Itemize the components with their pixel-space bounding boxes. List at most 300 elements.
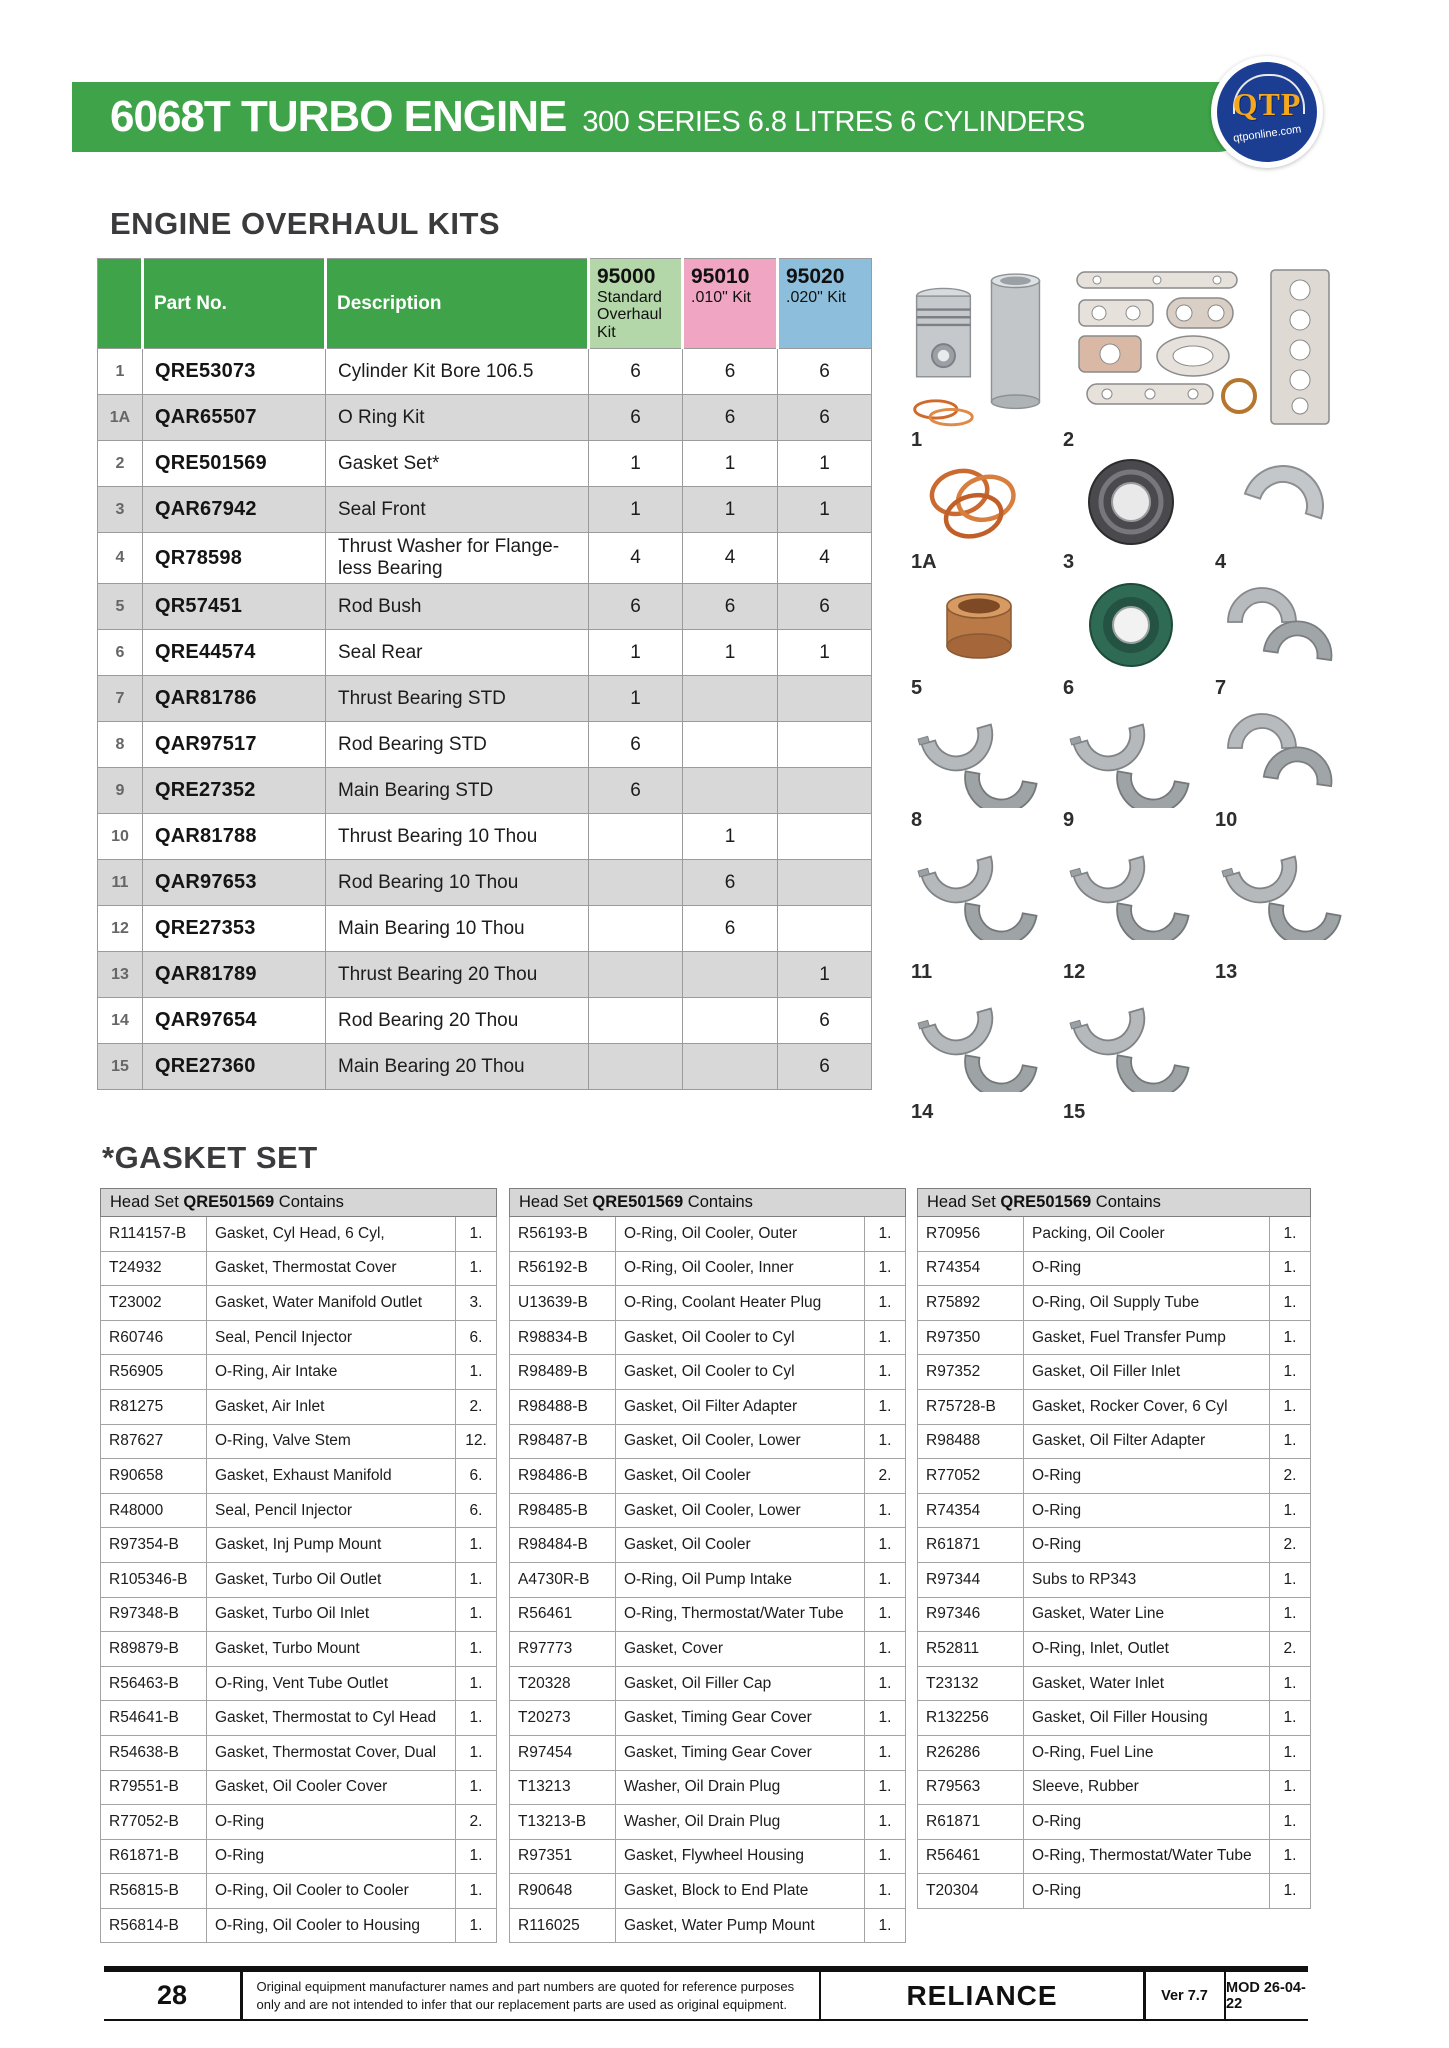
gasket-row (510, 1562, 906, 1597)
col-index-header (98, 259, 143, 349)
gasket-table-3 (917, 1188, 1311, 1909)
gasket-description: Gasket, Water Manifold Outlet (207, 1286, 456, 1321)
gasket-description: Gasket, Turbo Oil Inlet (207, 1597, 456, 1632)
gasket-qty: 1. (456, 1251, 497, 1286)
gasket-qty: 1. (865, 1770, 906, 1805)
gasket-description: Gasket, Cyl Head, 6 Cyl, (207, 1217, 456, 1252)
gasket-description: Gasket, Inj Pump Mount (207, 1528, 456, 1563)
gallery-row (903, 984, 1393, 1124)
gasket-qty: 2. (1270, 1632, 1311, 1667)
gasket-qty: 1. (865, 1389, 906, 1424)
overhaul-cell-desc: Gasket Set* (326, 441, 589, 487)
overhaul-cell-part: QAR67942 (143, 487, 326, 533)
overhaul-cell-qty (683, 768, 778, 814)
overhaul-cell-qty (589, 998, 683, 1044)
gasket-part-number: R116025 (510, 1908, 616, 1943)
gallery-row (903, 452, 1393, 574)
gasket-part-number: R75892 (918, 1286, 1024, 1321)
gasket-row (510, 1839, 906, 1874)
part-photo-8 (903, 700, 1055, 832)
gasket-qty: 1. (456, 1874, 497, 1909)
overhaul-cell-qty (589, 906, 683, 952)
gasket-row (101, 1424, 497, 1459)
gasket-row (918, 1217, 1311, 1252)
gasket-row (101, 1286, 497, 1321)
overhaul-cell-qty (589, 952, 683, 998)
overhaul-cell-no: 15 (98, 1044, 143, 1090)
header-prefix: Head Set (927, 1193, 1001, 1211)
overhaul-cell-no: 10 (98, 814, 143, 860)
overhaul-cell-qty: 6 (589, 584, 683, 630)
gasket-description: Gasket, Water Line (1024, 1597, 1270, 1632)
overhaul-cell-qty: 6 (589, 349, 683, 395)
gasket-part-number: R56193-B (510, 1217, 616, 1252)
gasket-row (918, 1459, 1311, 1494)
page-number: 28 (156, 1980, 188, 2010)
gasket-table-3-header (918, 1189, 1311, 1217)
gasket-row (101, 1666, 497, 1701)
col-desc-header: Description (326, 259, 589, 349)
overhaul-cell-no: 13 (98, 952, 143, 998)
part-photo-15 (1055, 984, 1207, 1124)
gasket-row (101, 1320, 497, 1355)
gasket-row (918, 1562, 1311, 1597)
part-photo-10 (1207, 700, 1359, 832)
header-suffix: Contains (274, 1193, 344, 1211)
gasket-row (918, 1666, 1311, 1701)
gasket-row (510, 1666, 906, 1701)
gasket-part-number: R98484-B (510, 1528, 616, 1563)
overhaul-cell-no: 7 (98, 676, 143, 722)
part-number-label: 10 (1215, 809, 1238, 831)
gasket-qty: 1. (456, 1735, 497, 1770)
part-number-label: 13 (1215, 961, 1238, 983)
footer-version: Ver 7.7 (1161, 1987, 1208, 2004)
gasket-row (101, 1355, 497, 1390)
qtp-logo-text: QTP (1232, 86, 1302, 122)
gasket-description: O-Ring, Thermostat/Water Tube (1024, 1839, 1270, 1874)
rear-seal-icon (1059, 578, 1203, 674)
gasket-description: O-Ring (1024, 1493, 1270, 1528)
gasket-description: Gasket, Timing Gear Cover (616, 1701, 865, 1736)
gasket-description: Gasket, Water Pump Mount (616, 1908, 865, 1943)
gasket-row (510, 1217, 906, 1252)
gasket-qty: 1. (456, 1666, 497, 1701)
gasket-row (101, 1839, 497, 1874)
gasket-description: O-Ring (1024, 1805, 1270, 1840)
gasket-description: Gasket, Cover (616, 1632, 865, 1667)
gasket-part-number: A4730R-B (510, 1562, 616, 1597)
part-photo-3 (1055, 452, 1207, 574)
overhaul-cell-qty: 1 (683, 814, 778, 860)
gasket-row (510, 1805, 906, 1840)
gasket-part-number: T13213 (510, 1770, 616, 1805)
overhaul-cell-qty: 6 (778, 1044, 872, 1090)
gasket-description: Gasket, Exhaust Manifold (207, 1459, 456, 1494)
header-part-number: QRE501569 (592, 1193, 684, 1211)
gasket-row (101, 1562, 497, 1597)
gasket-description: O-Ring, Thermostat/Water Tube (616, 1597, 865, 1632)
gasket-row (101, 1251, 497, 1286)
part-number-label: 2 (1063, 429, 1075, 451)
gasket-row (510, 1770, 906, 1805)
overhaul-row (98, 349, 872, 395)
overhaul-cell-qty (589, 1044, 683, 1090)
overhaul-cell-qty: 4 (683, 533, 778, 584)
gasket-description: Gasket, Oil Cooler (616, 1459, 865, 1494)
part-number-label: 14 (911, 1101, 934, 1123)
part-number-label: 7 (1215, 677, 1227, 699)
gasket-description: Gasket, Turbo Mount (207, 1632, 456, 1667)
overhaul-cell-part: QR57451 (143, 584, 326, 630)
overhaul-row (98, 768, 872, 814)
overhaul-cell-qty: 1 (589, 676, 683, 722)
gasket-part-number: T23132 (918, 1666, 1024, 1701)
overhaul-cell-qty: 1 (683, 487, 778, 533)
gasket-part-number: R87627 (101, 1424, 207, 1459)
overhaul-row (98, 441, 872, 487)
gasket-row (918, 1839, 1311, 1874)
gasket-part-number: R79563 (918, 1770, 1024, 1805)
gasket-qty: 2. (456, 1805, 497, 1840)
overhaul-table (97, 258, 872, 1090)
gasket-qty: 1. (456, 1701, 497, 1736)
overhaul-cell-part: QAR81786 (143, 676, 326, 722)
gasket-qty: 1. (865, 1839, 906, 1874)
gasket-row (101, 1597, 497, 1632)
kit-code: 95020 (786, 265, 845, 288)
overhaul-cell-part: QRE501569 (143, 441, 326, 487)
gasket-row (510, 1632, 906, 1667)
gasket-description: Gasket, Timing Gear Cover (616, 1735, 865, 1770)
gasket-part-number: R90658 (101, 1459, 207, 1494)
footer-disclaimer (243, 1972, 819, 2019)
overhaul-cell-qty (778, 860, 872, 906)
gasket-description: Seal, Pencil Injector (207, 1320, 456, 1355)
gasket-part-number: R56192-B (510, 1251, 616, 1286)
overhaul-cell-qty: 6 (683, 860, 778, 906)
gasket-description: Gasket, Oil Cooler, Lower (616, 1493, 865, 1528)
gasket-description: O-Ring, Fuel Line (1024, 1735, 1270, 1770)
gasket-qty: 6. (456, 1459, 497, 1494)
qtp-logo-circle (1217, 62, 1317, 162)
gasket-row (101, 1217, 497, 1252)
gasket-part-number: R52811 (918, 1632, 1024, 1667)
header-prefix: Head Set (519, 1193, 593, 1211)
gasket-qty: 1. (1270, 1874, 1311, 1909)
overhaul-cell-qty: 6 (683, 395, 778, 441)
gallery-row (903, 700, 1393, 832)
overhaul-cell-part: QR78598 (143, 533, 326, 584)
overhaul-cell-part: QAR97654 (143, 998, 326, 1044)
gasket-part-number: R97351 (510, 1839, 616, 1874)
part-photo-4 (1207, 452, 1359, 574)
gasket-table-1-body (101, 1217, 497, 1943)
gasket-description: Gasket, Flywheel Housing (616, 1839, 865, 1874)
gasket-qty: 1. (1270, 1666, 1311, 1701)
overhaul-cell-part: QAR81788 (143, 814, 326, 860)
page-footer (104, 1966, 1308, 2021)
gasket-row (101, 1874, 497, 1909)
gasket-row (101, 1805, 497, 1840)
overhaul-row (98, 1044, 872, 1090)
gasket-description: O-Ring (1024, 1874, 1270, 1909)
header-prefix: Head Set (110, 1193, 184, 1211)
overhaul-row (98, 533, 872, 584)
gasket-part-number: R61871-B (101, 1839, 207, 1874)
kit-name: Standard Overhaul Kit (597, 288, 662, 342)
kit-code: 95010 (691, 265, 750, 288)
part-photo-2 (1055, 260, 1355, 452)
gasket-qty: 1. (865, 1597, 906, 1632)
overhaul-cell-qty (778, 906, 872, 952)
gasket-qty: 1. (1270, 1424, 1311, 1459)
gasket-description: Gasket, Block to End Plate (616, 1874, 865, 1909)
o-rings-icon (907, 456, 1051, 548)
overhaul-cell-qty: 1 (778, 441, 872, 487)
gasket-row (918, 1493, 1311, 1528)
gasket-row (918, 1389, 1311, 1424)
disclaimer-line-2: only and are not intended to infer that our replacement parts are used as original equipment. (256, 1996, 787, 2012)
overhaul-cell-part: QRE27360 (143, 1044, 326, 1090)
gasket-row (101, 1770, 497, 1805)
overhaul-cell-part: QAR97653 (143, 860, 326, 906)
footer-brand: RELIANCE (906, 1979, 1058, 2011)
gasket-qty: 1. (1270, 1286, 1311, 1321)
page-header-banner (72, 82, 1252, 152)
gasket-description: Gasket, Thermostat Cover (207, 1251, 456, 1286)
gasket-row (918, 1770, 1311, 1805)
overhaul-cell-desc: Main Bearing STD (326, 768, 589, 814)
gasket-description: O-Ring (1024, 1251, 1270, 1286)
gasket-description: Gasket, Oil Cooler (616, 1528, 865, 1563)
gasket-part-number: R98488-B (510, 1389, 616, 1424)
header-suffix: Contains (683, 1193, 753, 1211)
part-photo-6 (1055, 574, 1207, 700)
overhaul-cell-qty: 1 (778, 952, 872, 998)
gasket-part-number: R56815-B (101, 1874, 207, 1909)
gasket-part-number: R105346-B (101, 1562, 207, 1597)
gasket-description: Seal, Pencil Injector (207, 1493, 456, 1528)
gasket-qty: 1. (865, 1908, 906, 1943)
overhaul-cell-desc: Thrust Bearing 10 Thou (326, 814, 589, 860)
gasket-qty: 1. (865, 1251, 906, 1286)
page-title: 6068T TURBO ENGINE (110, 92, 567, 141)
gasket-row (510, 1908, 906, 1943)
gasket-qty: 1. (456, 1632, 497, 1667)
overhaul-cell-qty (683, 952, 778, 998)
kit-code: 95000 (597, 265, 656, 288)
gasket-description: Packing, Oil Cooler (1024, 1217, 1270, 1252)
overhaul-cell-qty: 6 (589, 722, 683, 768)
part-number-label: 4 (1215, 551, 1227, 573)
gasket-part-number: T23002 (101, 1286, 207, 1321)
gallery-row (903, 574, 1393, 700)
gasket-description: Gasket, Turbo Oil Outlet (207, 1562, 456, 1597)
overhaul-cell-desc: Thrust Bearing 20 Thou (326, 952, 589, 998)
gasket-description: Gasket, Oil Cooler, Lower (616, 1424, 865, 1459)
gasket-row (101, 1735, 497, 1770)
gasket-qty: 1. (865, 1528, 906, 1563)
part-photo-1 (903, 260, 1055, 452)
gasket-description: Gasket, Oil Filter Adapter (616, 1389, 865, 1424)
gasket-description: Subs to RP343 (1024, 1562, 1270, 1597)
gasket-part-number: R97354-B (101, 1528, 207, 1563)
overhaul-row (98, 630, 872, 676)
bearing-shells-icon (1059, 704, 1203, 806)
col-part-header: Part No. (143, 259, 326, 349)
gasket-part-number: R81275 (101, 1389, 207, 1424)
gasket-qty: 2. (456, 1389, 497, 1424)
gasket-description: O-Ring, Oil Supply Tube (1024, 1286, 1270, 1321)
gasket-part-number: R97350 (918, 1320, 1024, 1355)
overhaul-row (98, 584, 872, 630)
gasket-description: O-Ring, Coolant Heater Plug (616, 1286, 865, 1321)
gasket-row (918, 1424, 1311, 1459)
gasket-table-2 (509, 1188, 906, 1943)
overhaul-cell-qty (683, 676, 778, 722)
thrust-bearing-icon (1211, 704, 1355, 806)
overhaul-cell-desc: O Ring Kit (326, 395, 589, 441)
part-number-label: 1A (911, 551, 937, 573)
gasket-row (918, 1805, 1311, 1840)
gasket-part-number: T20304 (918, 1874, 1024, 1909)
gasket-description: O-Ring, Valve Stem (207, 1424, 456, 1459)
gasket-description: O-Ring, Oil Cooler, Outer (616, 1217, 865, 1252)
gasket-part-number: R61871 (918, 1528, 1024, 1563)
gasket-set-icon (1059, 264, 1351, 426)
gasket-part-number: R90648 (510, 1874, 616, 1909)
overhaul-cell-desc: Main Bearing 20 Thou (326, 1044, 589, 1090)
gasket-part-number: T20328 (510, 1666, 616, 1701)
overhaul-cell-part: QRE27352 (143, 768, 326, 814)
thrust-washer-icon (1211, 456, 1355, 548)
gasket-qty: 1. (456, 1770, 497, 1805)
gasket-qty: 1. (1270, 1217, 1311, 1252)
gasket-qty: 1. (1270, 1493, 1311, 1528)
overhaul-cell-desc: Seal Front (326, 487, 589, 533)
overhaul-cell-no: 3 (98, 487, 143, 533)
overhaul-cell-qty: 6 (589, 768, 683, 814)
gasket-qty: 1. (1270, 1839, 1311, 1874)
part-number-label: 12 (1063, 961, 1086, 983)
overhaul-cell-qty: 1 (589, 487, 683, 533)
gasket-row (510, 1493, 906, 1528)
gasket-table-1-header (101, 1189, 497, 1217)
part-photo-5 (903, 574, 1055, 700)
gasket-part-number: R77052-B (101, 1805, 207, 1840)
overhaul-cell-part: QRE27353 (143, 906, 326, 952)
gasket-part-number: R60746 (101, 1320, 207, 1355)
gasket-part-number: T24932 (101, 1251, 207, 1286)
gasket-row (918, 1874, 1311, 1909)
overhaul-cell-no: 1A (98, 395, 143, 441)
gasket-qty: 1. (865, 1424, 906, 1459)
gasket-row (101, 1493, 497, 1528)
part-photo-11 (903, 832, 1055, 984)
gasket-row (918, 1286, 1311, 1321)
gasket-row (101, 1389, 497, 1424)
gasket-row (918, 1735, 1311, 1770)
gasket-row (510, 1320, 906, 1355)
gasket-qty: 1. (865, 1355, 906, 1390)
kit-name: .020" Kit (786, 288, 846, 306)
gasket-row (510, 1459, 906, 1494)
overhaul-cell-desc: Main Bearing 10 Thou (326, 906, 589, 952)
overhaul-cell-qty: 1 (683, 441, 778, 487)
gasket-part-number: R56905 (101, 1355, 207, 1390)
gasket-part-number: R98487-B (510, 1424, 616, 1459)
overhaul-cell-qty: 6 (778, 584, 872, 630)
gasket-part-number: R132256 (918, 1701, 1024, 1736)
overhaul-cell-no: 8 (98, 722, 143, 768)
overhaul-cell-no: 6 (98, 630, 143, 676)
gasket-description: Gasket, Oil Filter Adapter (1024, 1424, 1270, 1459)
overhaul-cell-qty: 4 (589, 533, 683, 584)
overhaul-row (98, 860, 872, 906)
overhaul-cell-no: 12 (98, 906, 143, 952)
gasket-row (510, 1597, 906, 1632)
overhaul-cell-qty: 6 (778, 395, 872, 441)
overhaul-cell-qty (589, 860, 683, 906)
gasket-description: Gasket, Air Inlet (207, 1389, 456, 1424)
overhaul-row (98, 906, 872, 952)
gasket-row (510, 1424, 906, 1459)
gasket-description: Gasket, Thermostat Cover, Dual (207, 1735, 456, 1770)
overhaul-cell-no: 5 (98, 584, 143, 630)
gasket-qty: 1. (865, 1701, 906, 1736)
part-number-label: 9 (1063, 809, 1075, 831)
gasket-part-number: R56463-B (101, 1666, 207, 1701)
overhaul-cell-qty: 1 (778, 487, 872, 533)
overhaul-cell-desc: Cylinder Kit Bore 106.5 (326, 349, 589, 395)
gasket-part-number: R61871 (918, 1805, 1024, 1840)
gasket-qty: 12. (456, 1424, 497, 1459)
gasket-qty: 1. (456, 1217, 497, 1252)
gasket-row (510, 1286, 906, 1321)
overhaul-cell-qty: 6 (683, 906, 778, 952)
gasket-part-number: R26286 (918, 1735, 1024, 1770)
gasket-qty: 1. (1270, 1805, 1311, 1840)
part-number-label: 11 (911, 961, 933, 983)
gasket-qty: 1. (1270, 1355, 1311, 1390)
gasket-description: O-Ring, Oil Pump Intake (616, 1562, 865, 1597)
gasket-qty: 1. (865, 1874, 906, 1909)
overhaul-cell-part: QRE53073 (143, 349, 326, 395)
page-subtitle: 300 SERIES 6.8 LITRES 6 CYLINDERS (582, 106, 1085, 138)
gasket-description: Gasket, Rocker Cover, 6 Cyl (1024, 1389, 1270, 1424)
gasket-table-2-header (510, 1189, 906, 1217)
gallery-row (903, 832, 1393, 984)
gasket-qty: 1. (1270, 1389, 1311, 1424)
gasket-row (918, 1251, 1311, 1286)
gasket-description: O-Ring, Oil Cooler, Inner (616, 1251, 865, 1286)
overhaul-cell-qty (589, 814, 683, 860)
gasket-part-number: R97348-B (101, 1597, 207, 1632)
gasket-description: O-Ring, Oil Cooler to Housing (207, 1908, 456, 1943)
overhaul-row (98, 952, 872, 998)
gasket-part-number: R56814-B (101, 1908, 207, 1943)
gasket-row (510, 1389, 906, 1424)
gasket-description: O-Ring, Oil Cooler to Cooler (207, 1874, 456, 1909)
part-photo-9 (1055, 700, 1207, 832)
gasket-qty: 1. (1270, 1770, 1311, 1805)
part-number-label: 15 (1063, 1101, 1086, 1123)
gasket-row (510, 1701, 906, 1736)
overhaul-table-body (98, 349, 872, 1090)
gasket-row (510, 1528, 906, 1563)
gasket-part-number: R77052 (918, 1459, 1024, 1494)
